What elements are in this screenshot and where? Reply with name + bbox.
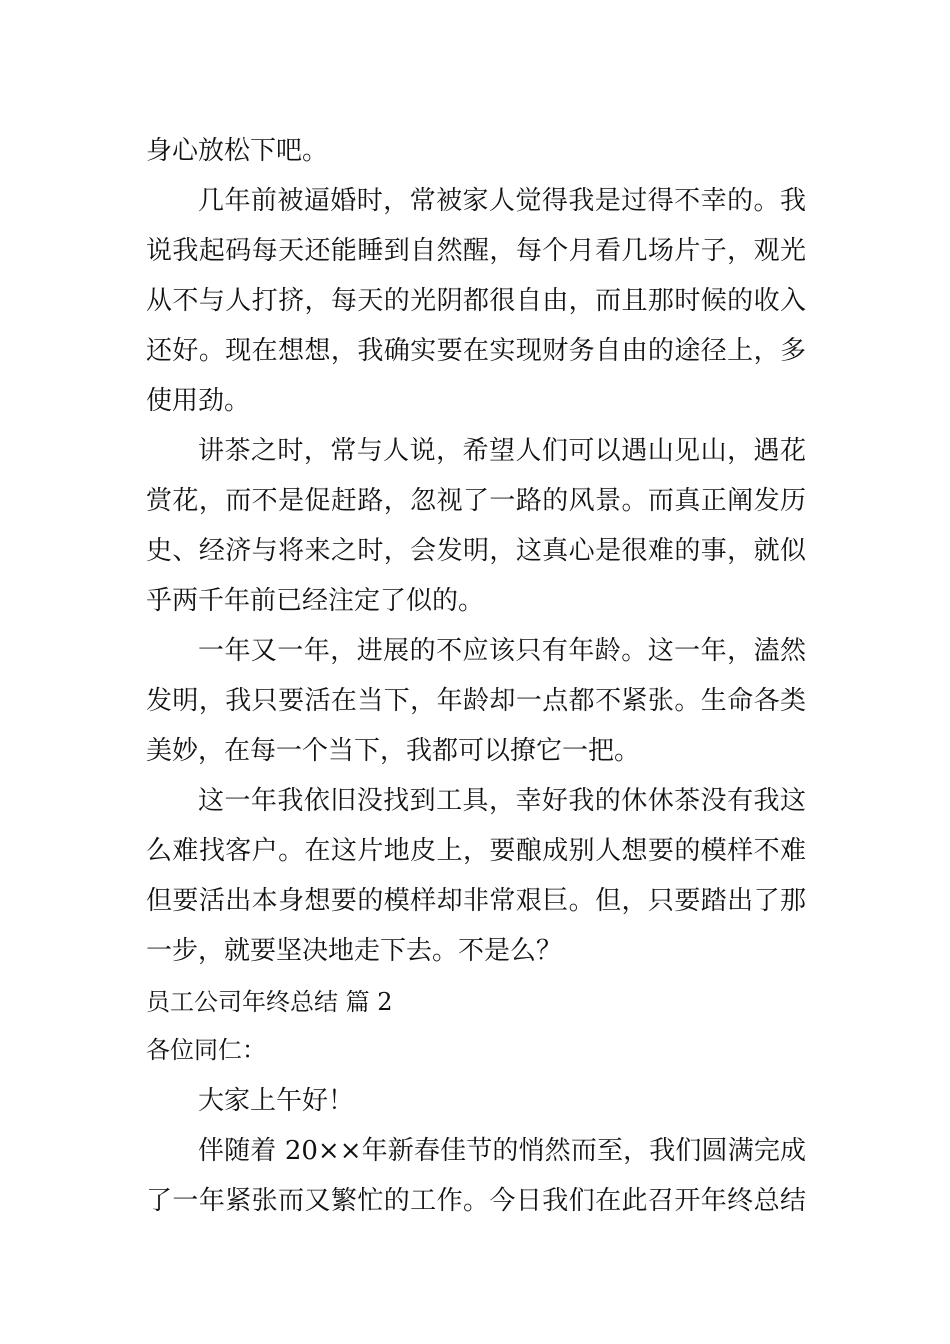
paragraph (146, 626, 806, 776)
text-line: 讲茶之时，常与人说，希望人们可以遇山见山，遇花 (198, 436, 806, 466)
paragraph (146, 426, 806, 626)
salutation: 各位同仁： (146, 1036, 266, 1064)
paragraph (146, 1126, 806, 1226)
text-line: 一步，就要坚决地走下去。不是么？ (146, 936, 563, 966)
text-line: 美妙，在每一个当下，我都可以撩它一把。 (146, 736, 641, 766)
text-line: 这一年我依旧没找到工具，幸好我的休休茶没有我这 (198, 786, 806, 816)
text-line: 还好。现在想想，我确实要在实现财务自由的途径上，多 (146, 336, 806, 366)
text-line: 史、经济与将来之时，会发明，这真心是很难的事，就似 (146, 536, 806, 566)
text-line: 一年又一年，进展的不应该只有年龄。这一年，溘然 (198, 636, 806, 666)
text-line: 从不与人打挤，每天的光阴都很自由，而且那时候的收入 (146, 286, 806, 316)
text-line: 使用劲。 (146, 386, 251, 416)
text-line: 身心放松下吧。 (146, 136, 329, 166)
text-line: 发明，我只要活在当下，年龄却一点都不紧张。生命各类 (146, 686, 806, 716)
text-line: 赏花，而不是促赶路，忽视了一路的风景。而真正阐发历 (146, 486, 806, 516)
paragraph (146, 776, 806, 976)
text-line: 乎两千年前已经注定了似的。 (146, 586, 485, 616)
paragraph (146, 176, 806, 426)
document-page (146, 126, 806, 1226)
text-line: 但要活出本身想要的模样却非常艰巨。但，只要踏出了那 (146, 886, 806, 916)
text-line: 说我起码每天还能睡到自然醒，每个月看几场片子，观光 (146, 236, 806, 266)
text-line: 伴随着 20××年新春佳节的悄然而至，我们圆满完成 (198, 1136, 806, 1166)
text-line: 了一年紧张而又繁忙的工作。今日我们在此召开年终总结 (146, 1186, 806, 1216)
greeting-line: 大家上午好！ (198, 1086, 355, 1116)
text-line: 几年前被逼婚时，常被家人觉得我是过得不幸的。我 (198, 186, 806, 216)
section-title: 员工公司年终总结 篇 2 (146, 988, 393, 1016)
text-line: 么难找客户。在这片地皮上，要酿成别人想要的模样不难 (146, 836, 806, 866)
